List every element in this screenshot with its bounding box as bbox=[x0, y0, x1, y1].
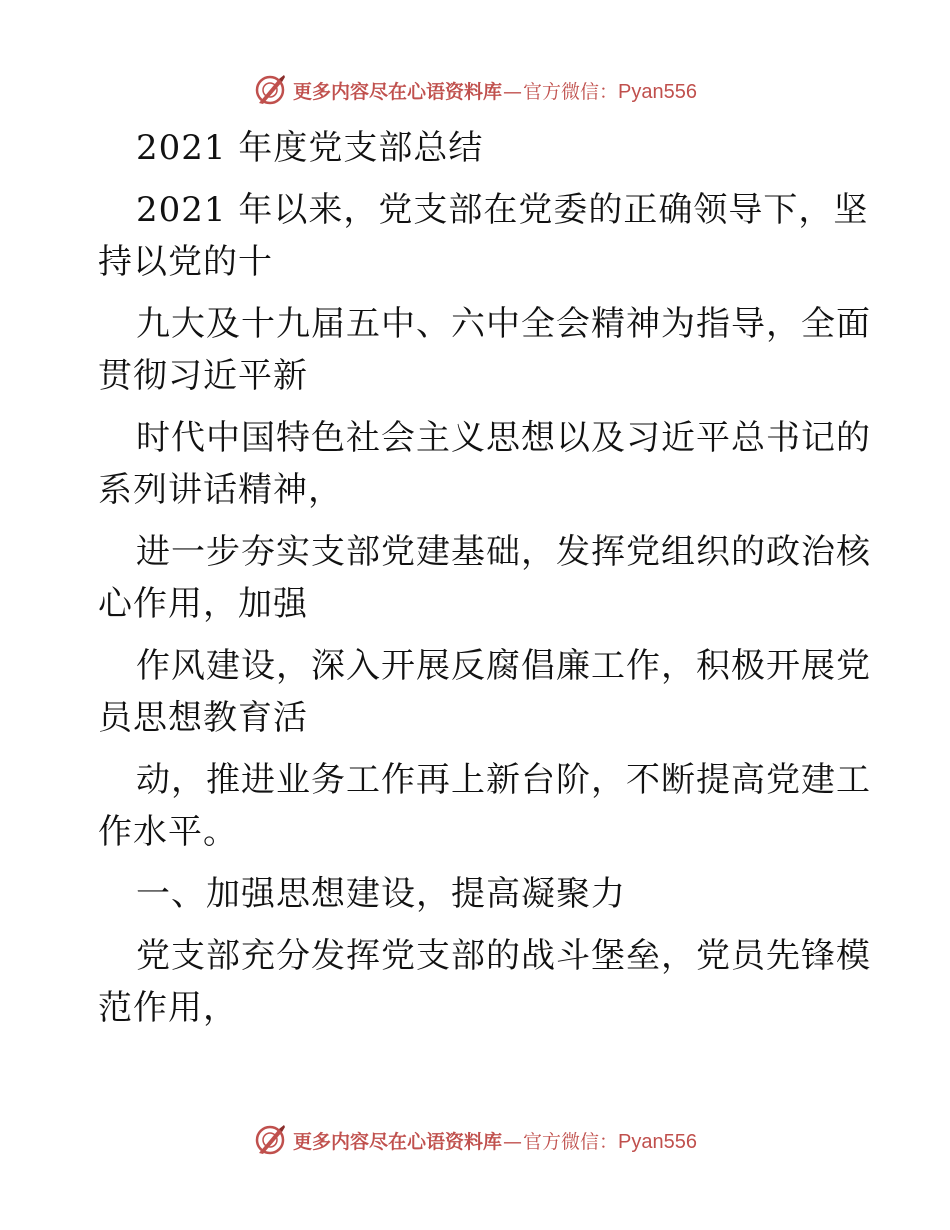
paragraph-first-line: 九大及十九届五中、六中全会精神为指导，全面 bbox=[136, 304, 871, 344]
paragraph-first-line: 一、加强思想建设，提高凝聚力 bbox=[136, 874, 626, 914]
paragraph bbox=[98, 122, 858, 174]
watermark-text bbox=[293, 1127, 697, 1154]
paragraph-first-line: 党支部充分发挥党支部的战斗堡垒，党员先锋模 bbox=[136, 936, 871, 976]
quill-pen-logo-icon bbox=[253, 73, 287, 107]
paragraph-first-line: 2021 年以来，党支部在党委的正确领导下，坚 bbox=[136, 190, 869, 230]
paragraph-first-line: 进一步夯实支部党建基础，发挥党组织的政治核 bbox=[136, 532, 871, 572]
paragraph bbox=[98, 868, 858, 920]
paragraph bbox=[98, 640, 871, 744]
paragraph-first-line: 作风建设，深入开展反腐倡廉工作，积极开展党 bbox=[136, 646, 871, 686]
paragraph-continuation-line: 贯彻习近平新 bbox=[98, 356, 308, 396]
paragraph-continuation-line: 持以党的十 bbox=[98, 242, 273, 282]
quill-pen-logo-icon bbox=[253, 1123, 287, 1157]
wechat-label: 官方微信： bbox=[523, 80, 619, 103]
paragraph-first-line: 时代中国特色社会主义思想以及习近平总书记的 bbox=[136, 418, 871, 458]
paragraph bbox=[98, 412, 871, 516]
header-watermark-banner bbox=[0, 70, 950, 110]
wechat-id: Pyan556 bbox=[618, 80, 697, 103]
paragraph-continuation-line: 员思想教育活 bbox=[98, 698, 308, 738]
paragraph bbox=[98, 754, 871, 858]
paragraph bbox=[98, 526, 871, 630]
paragraph-continuation-line: 作水平。 bbox=[98, 812, 238, 852]
paragraph-continuation-line: 范作用， bbox=[98, 988, 238, 1028]
paragraph bbox=[98, 298, 871, 402]
paragraph-first-line: 动，推进业务工作再上新台阶，不断提高党建工 bbox=[136, 760, 871, 800]
paragraph-continuation-line: 系列讲话精神， bbox=[98, 470, 343, 510]
paragraph-first-line: 2021 年度党支部总结 bbox=[136, 128, 484, 168]
paragraph-continuation-line: 心作用，加强 bbox=[98, 584, 308, 624]
site-name: 更多内容尽在心语资料库 bbox=[293, 80, 503, 103]
separator-dash: — bbox=[503, 80, 523, 103]
document-body bbox=[98, 122, 871, 1044]
paragraph bbox=[98, 930, 871, 1034]
wechat-label: 官方微信： bbox=[523, 1130, 619, 1153]
wechat-id: Pyan556 bbox=[618, 1130, 697, 1153]
separator-dash: — bbox=[503, 1130, 523, 1153]
footer-watermark-banner bbox=[0, 1120, 950, 1160]
site-name: 更多内容尽在心语资料库 bbox=[293, 1130, 503, 1153]
paragraph bbox=[98, 184, 869, 288]
watermark-text bbox=[293, 77, 697, 104]
